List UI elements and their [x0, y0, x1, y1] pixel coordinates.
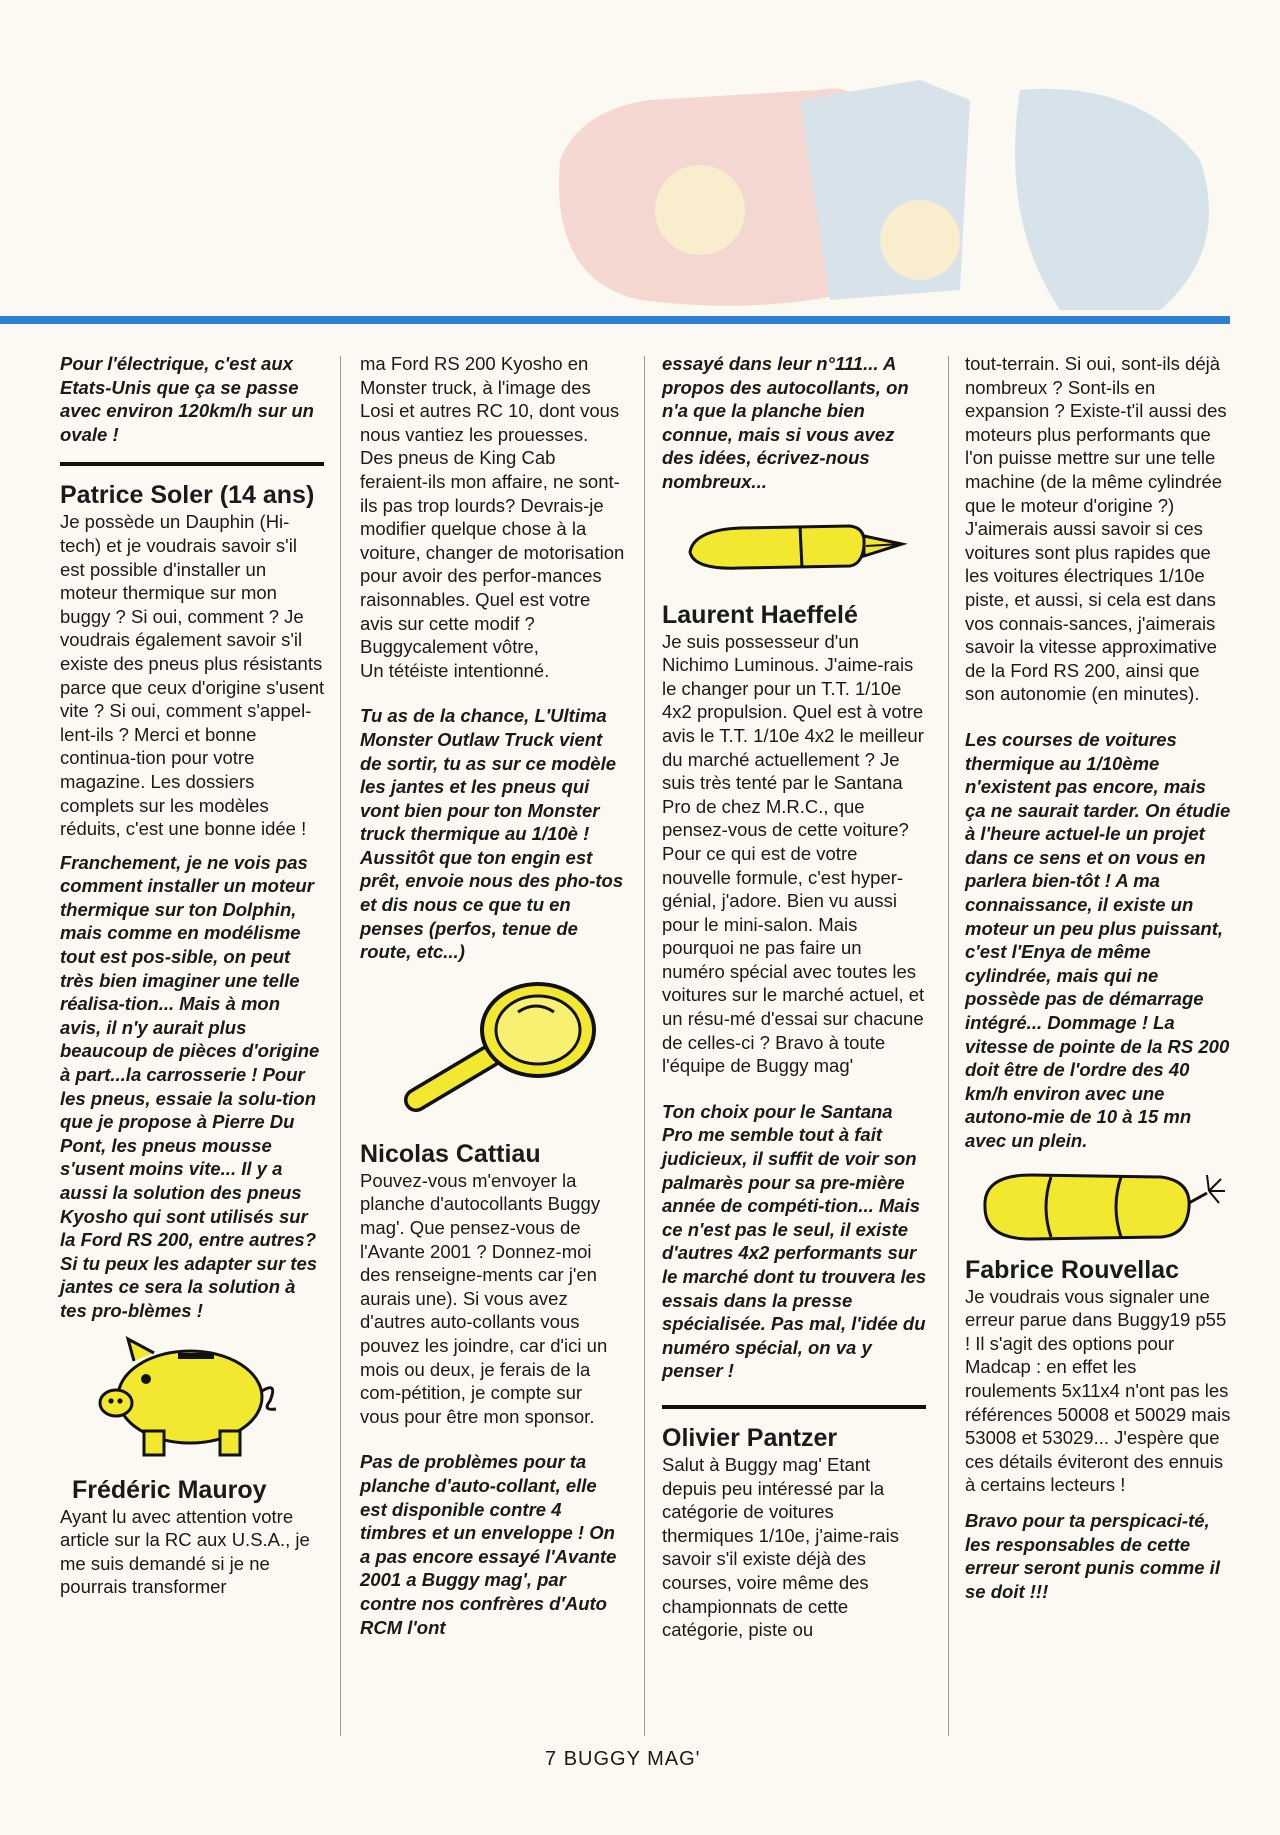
editor-reply: essayé dans leur n°111... A propos des autocollants, on n'a que la planche bien connue, mais si vous avez des idées, écrivez-nous nombreux... [662, 353, 909, 492]
letter-text: Je possède un Dauphin (Hi-tech) et je voudrais savoir s'il est possible d'installer un moteur thermique sur mon buggy ? Si oui, comment ? Je voudrais également savoir s'il existe des pneus plus résistants parce que ceux d'origine s'usent vite ? Si oui, comment s'appel-lent-ils ? Merci et bonne continua-tion pour votre magazine. Les dossiers complets sur les modèles réduits, c'est une bonne idée ! [60, 511, 325, 840]
editor-reply: Franchement, je ne vois pas comment installer un moteur thermique sur ton Dolphin, mais comme en modélisme tout est pos-sible, on peut très bien imaginer une telle réalisa-tion... Mais à mon avis, il n'y aurait plus beaucoup de pièces d'origine à part...la carrosserie ! Pour les pneus, essaie la solu-tion que je propose à Pierre Du Pont, les pneus mousse s'usent moins vite... Il y a aussi la solution des pneus Kyosho qui sont utilisés sur la Ford RS 200, entre autres? Si tu peux les adapter sur tes jantes ce sera la solution à tes pro-blèmes ! [60, 851, 320, 1321]
page-footer [545, 1748, 701, 1771]
column-divider [340, 356, 341, 1736]
piggy-bank-icon [88, 1331, 288, 1461]
section-divider [662, 1405, 926, 1409]
page-number: 7 [545, 1748, 558, 1770]
fountain-pen-icon [680, 512, 910, 582]
dynamite-stick-icon [971, 1163, 1231, 1247]
magnifying-glass-icon [378, 972, 608, 1127]
letter-author: Olivier Pantzer [662, 1423, 838, 1452]
letter-author: Frédéric Mauroy [72, 1475, 267, 1504]
editor-reply: Ton choix pour le Santana Pro me semble tout à fait judicieux, il suffit de voir son palmarès pour sa pre-mière année de compéti-tion... Mais ce n'est pas le seul, il existe d'autres 4x2 performants sur le marché dont tu trouvera les essais dans la presse spécialisée. Pas mal, l'idée du numéro spécial, on va y penser ! [662, 1100, 927, 1382]
letter-signoff: Buggycalement vôtre, [360, 636, 539, 658]
letter-text: ma Ford RS 200 Kyosho en Monster truck, à l'image des Losi et autres RC 10, dont vous nous vantiez les prouesses. Des pneus de King Cab feraient-ils mon affaire, ne sont-ils pas trop lourds? Devrais-je modifier quelque chose à la voiture, changer de motorisation pour avoir des perfor-mances raisonnables. Quel est votre avis sur cette modif ? [360, 353, 625, 634]
header-rule [0, 316, 1230, 324]
column-divider [644, 356, 645, 1736]
column-divider [948, 356, 949, 1736]
section-divider [60, 462, 324, 466]
letter-text: Je voudrais vous signaler une erreur parue dans Buggy19 p55 ! Il s'agit des options pour Madcap : en effet les roulements 5x11x4 n'ont pas les références 50008 et 50029 mais 53008 et 53029... J'espère que ces détails éviteront des ennuis à certains lecteurs ! [965, 1285, 1231, 1496]
letter-signoff: Un tétéiste intentionné. [360, 659, 550, 681]
letter-text: Ayant lu avec attention votre article sur la RC aux U.S.A., je me suis demandé si je ne pourrais transformer [60, 1505, 310, 1598]
letter-text: Pouvez-vous m'envoyer la planche d'autocollants Buggy mag'. Que pensez-vous de l'Avante 2001 ? Donnez-moi des renseigne-ments car j'en aurais une). Si vous avez d'autres auto-collants vous pouvez les joindre, car d'ici un mois ou deux, je ferais de la com-pétition, je compte sur vous pour être mon sponsor. [360, 1169, 608, 1427]
column-4 [965, 352, 1231, 1603]
editor-reply: Les courses de voitures thermique au 1/10ème n'existent pas encore, mais ça ne saurait tarder. On étudie à l'heure actuel-le un projet dans ce sens et on vous en parlera bien-tôt ! A ma connaissance, il existe un moteur un peu plus puissant, c'est l'Enya de même cylindrée, mais qui ne possède pas de démarrage intégré... Dommage ! La vitesse de pointe de la RS 200 doit être de l'ordre des 40 km/h environ avec une autono-mie de 10 à 15 mn avec un plein. [965, 728, 1231, 1151]
letter-author: Nicolas Cattiau [360, 1139, 541, 1168]
editor-reply: Tu as de la chance, L'Ultima Monster Outlaw Truck vient de sortir, tu as sur ce modèle les jantes et les pneus qui vont bien pour ton Monster truck thermique au 1/10è ! Aussitôt que ton engin est prêt, envoie nous des pho-tos et dis nous ce que tu en penses (perfos, tenue de route, etc...) [360, 705, 624, 963]
show-through-artwork [500, 40, 1260, 330]
editor-reply: Pour l'électrique, c'est aux Etats-Unis que ça se passe avec environ 120km/h sur un ovale ! [60, 353, 314, 445]
column-2 [360, 352, 626, 1639]
magazine-name: BUGGY MAG' [563, 1748, 701, 1770]
editor-reply: Pas de problèmes pour ta planche d'auto-collant, elle est disponible contre 4 timbres et un enveloppe ! On a pas encore essayé l'Avante 2001 a Buggy mag', par contre nos confrères d'Auto RCM l'ont [360, 1451, 617, 1638]
letter-author: Fabrice Rouvellac [965, 1255, 1179, 1284]
editor-reply: Bravo pour ta perspicaci-té, les responsables de cette erreur seront punis comme il se doit !!! [965, 1509, 1220, 1602]
letter-author: Laurent Haeffelé [662, 600, 858, 629]
column-3 [662, 352, 928, 1642]
letter-text: Salut à Buggy mag' Etant depuis peu intéressé par la catégorie de voitures thermiques 1/10e, j'aime-rais savoir s'il existe déjà des courses, voire même des championnats de cette catégorie, piste ou [662, 1453, 899, 1641]
letter-text: Je suis possesseur d'un Nichimo Luminous. J'aime-rais le changer pour un T.T. 1/10e 4x2 propulsion. Quel est à votre avis le T.T. 1/10e 4x2 le meilleur du marché actuellement ? Je suis très tenté par le Santana Pro de chez M.R.C., que pensez-vous de cette voiture? Pour ce qui est de votre nouvelle formule, c'est hyper-génial, j'adore. Bien vu aussi pour le mini-salon. Mais pourquoi ne pas faire un numéro spécial avec toutes les voitures sur le marché actuel, et un résu-mé d'essai sur chacune de celles-ci ? Bravo à toute l'équipe de Buggy mag' [662, 630, 925, 1077]
letter-author: Patrice Soler (14 ans) [60, 481, 315, 510]
letter-text: tout-terrain. Si oui, sont-ils déjà nombreux ? Sont-ils en expansion ? Existe-t'il aussi des moteurs plus performants que l'on puisse mettre sur une telle machine (de la même cylindrée que le moteur d'origine ?) J'aimerais aussi savoir si ces voitures sont plus rapides que les voitures électriques 1/10e piste, et aussi, si cela est dans vos connais-sances, j'aimerais savoir la vitesse approximative de la Ford RS 200, ainsi que son autonomie (en minutes). [965, 353, 1227, 705]
column-1 [60, 352, 326, 1599]
